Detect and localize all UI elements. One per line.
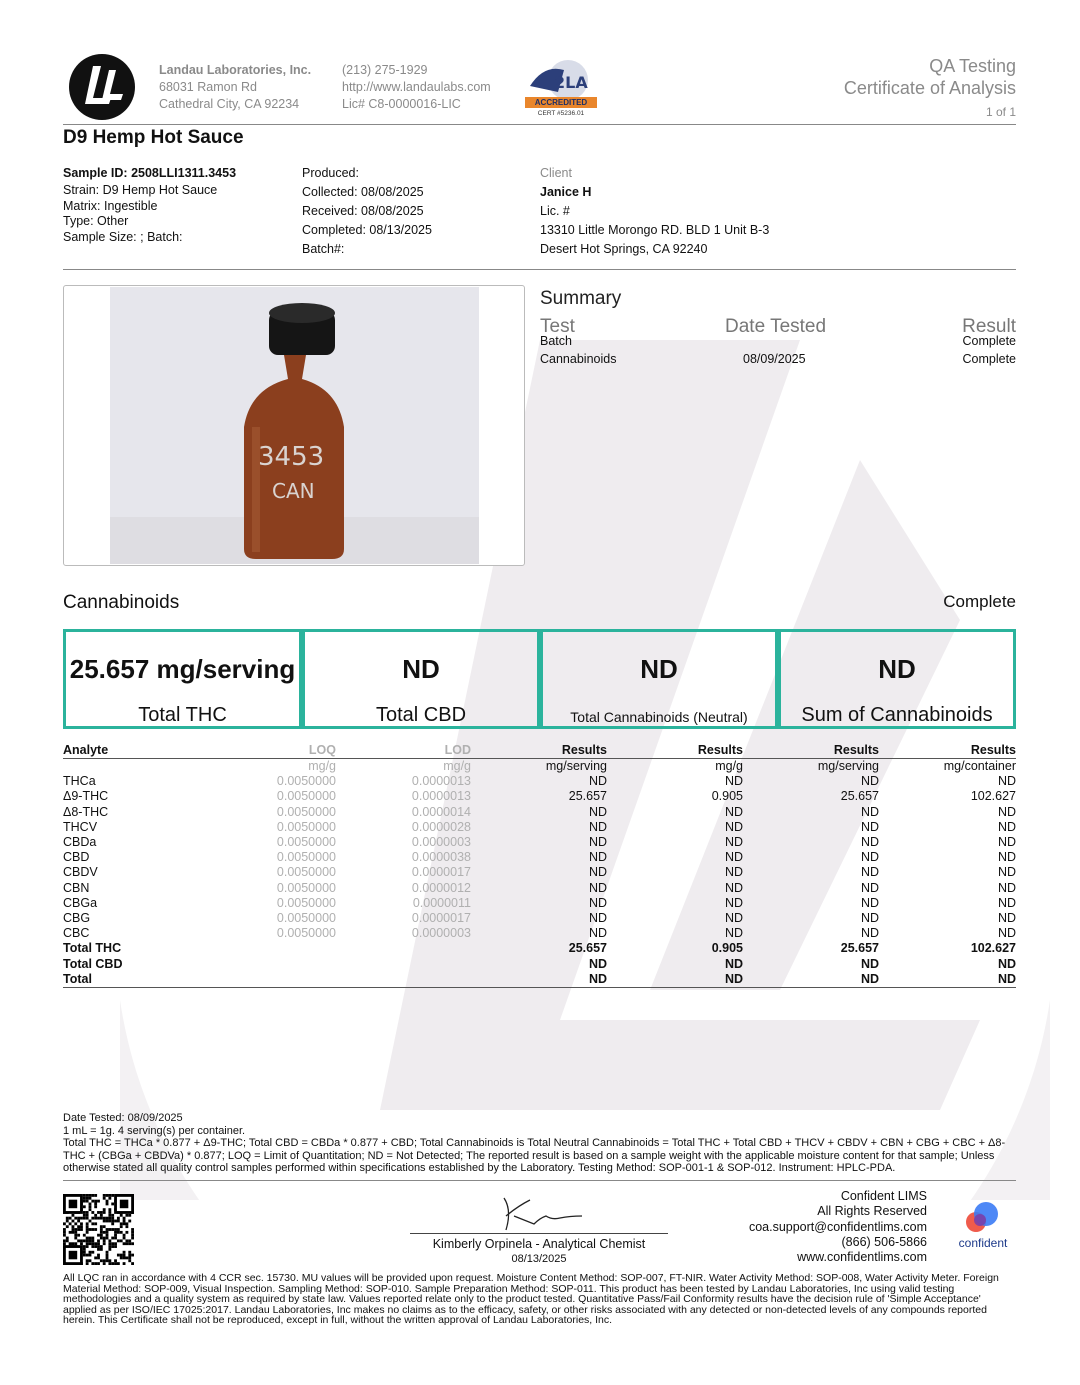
analyte-cell: Total [63,972,173,988]
table-row [63,926,1016,941]
col-results-2: Results [607,742,743,759]
analyte-cell [63,759,173,775]
value-cell: 0.0000038 [411,850,471,865]
value-cell: ND [997,774,1016,789]
lab-license: Lic# C8-0000016-LIC [342,97,461,111]
value-cell: 0.0000013 [411,774,471,789]
summary-row-batch-test: Batch [540,334,572,348]
signer-name: Kimberly Orpinela - Analytical Chemist [432,1237,646,1251]
page-number: 1 of 1 [985,105,1016,119]
value-cell: 25.657 [568,941,607,956]
value-cell: ND [724,819,743,834]
note-serving: 1 mL = 1g. 4 serving(s) per container. [63,1124,246,1137]
confident-logo-text: confident [958,1236,1008,1250]
value-cell: 0.0000017 [411,865,471,880]
sample-strain: Strain: D9 Hemp Hot Sauce [63,183,218,197]
value-cell: ND [860,804,879,819]
note-date-tested: Date Tested: 08/09/2025 [63,1112,183,1124]
table-row [63,896,1016,911]
product-title: D9 Hemp Hot Sauce [63,127,244,148]
value-cell: ND [724,926,743,941]
analyte-cell: CBG [63,910,91,925]
value-cell: ND [588,835,607,850]
value-cell: ND [724,880,743,895]
value-cell [336,956,471,971]
value-cell: 0.0000003 [411,835,471,850]
col-analyte: Analyte [63,742,173,759]
value-cell: ND [997,880,1016,895]
value-cell: ND [588,926,607,941]
total-row [63,972,1016,988]
value-cell: ND [860,926,879,941]
value-cell: 0.0050000 [276,865,336,880]
value-cell: ND [860,956,879,971]
bottle-label-can: CAN [272,479,315,503]
value-cell: ND [860,819,879,834]
col-results-4: Results [879,742,1016,759]
received-date: Received: 08/08/2025 [302,204,424,218]
analyte-cell: CBDa [63,835,97,850]
value-cell: mg/g [715,759,743,774]
value-cell: ND [724,910,743,925]
analyte-cell: CBN [63,880,90,895]
value-cell: 0.0000011 [412,895,471,910]
value-cell: ND [860,895,879,910]
client-address-2: Desert Hot Springs, CA 92240 [540,242,708,256]
value-cell: ND [588,880,607,895]
value-cell: mg/g [443,759,471,774]
cannabinoids-table [63,742,1016,988]
summary-row-cannabinoids-result: Complete [962,352,1016,366]
table-row [63,881,1016,896]
card-total-thc [63,629,302,729]
batch-number: Batch#: [302,242,345,256]
value-cell: ND [588,774,607,789]
value-cell: ND [860,774,879,789]
value-cell: 0.0050000 [276,774,336,789]
value-cell: 102.627 [970,789,1016,804]
card-total-cannabinoids-value: ND [640,654,678,684]
a2la-accredited-logo [524,58,598,120]
card-sum-cannabinoids-value: ND [878,654,916,684]
value-cell [336,972,471,988]
confident-website[interactable]: www.confidentlims.com [797,1250,927,1265]
value-cell: ND [724,804,743,819]
sample-photo [110,287,479,564]
analyte-cell: Total CBD [63,956,123,971]
total-row [63,956,1016,971]
lab-address-1: 68031 Ramon Rd [159,80,257,94]
col-lod: LOD [336,742,471,759]
value-cell: ND [860,835,879,850]
value-cell: ND [997,835,1016,850]
value-cell: ND [860,910,879,925]
qr-code[interactable] [63,1194,134,1265]
value-cell [173,956,336,971]
value-cell: ND [743,972,879,988]
table-row [63,820,1016,835]
lab-address-2: Cathedral City, CA 92234 [159,97,300,111]
table-row [63,789,1016,804]
cannabinoids-status: Complete [943,592,1016,611]
value-cell: mg/serving [817,759,879,774]
value-cell: ND [997,819,1016,834]
sample-matrix: Matrix: Ingestible [63,198,158,213]
analyte-cell: Total THC [63,941,122,956]
client-label: Client [540,166,572,180]
value-cell: ND [607,972,743,988]
summary-title: Summary [540,288,622,309]
bottle-label-number: 3453 [258,442,325,472]
value-cell: ND [588,956,607,971]
sample-type: Type: Other [63,214,129,228]
client-address-1: 13310 Little Morongo RD. BLD 1 Unit B-3 [540,223,770,237]
col-results-1: Results [471,742,607,759]
value-cell [173,972,336,988]
sample-id: Sample ID: 2508LLI1311.3453 [63,166,237,180]
col-results-3: Results [743,742,879,759]
doc-title-line2: Certificate of Analysis [843,78,1016,98]
summary-row-batch-result: Complete [962,334,1016,348]
client-name: Janice H [540,185,592,199]
value-cell: ND [997,850,1016,865]
lab-name: Landau Laboratories, Inc. [159,63,312,77]
table-row [63,911,1016,926]
summary-col-date: Date Tested [725,316,827,337]
value-cell: 0.0050000 [276,880,336,895]
lab-website[interactable]: http://www.landaulabs.com [342,80,491,94]
value-cell: ND [724,774,743,789]
confident-email[interactable]: coa.support@confidentlims.com [748,1219,927,1234]
confident-rights: All Rights Reserved [817,1204,927,1219]
analyte-cell: Δ8-THC [63,804,109,819]
confident-phone: (866) 506-5866 [841,1234,927,1249]
value-cell: ND [997,895,1016,910]
card-sum-cannabinoids-label: Sum of Cannabinoids [801,704,993,726]
sample-size: Sample Size: ; Batch: [63,229,183,244]
value-cell: ND [724,850,743,865]
analyte-cell: CBDV [63,865,98,880]
value-cell: ND [588,910,607,925]
value-cell: 0.0050000 [276,835,336,850]
card-total-thc-value: 25.657 mg/serving [69,654,296,684]
analyte-cell: THCV [63,819,98,834]
value-cell: ND [860,880,879,895]
client-license: Lic. # [540,204,570,218]
total-row [63,941,1016,956]
value-cell: 0.0000014 [411,804,471,819]
signature-date: 08/13/2025 [511,1253,567,1265]
value-cell: ND [997,926,1016,941]
accredited-label: ACCREDITED [534,98,588,107]
value-cell [173,941,336,956]
value-cell: mg/serving [545,759,607,774]
confident-logo [950,1200,1016,1256]
value-cell: ND [860,850,879,865]
card-total-cannabinoids [540,629,778,729]
summary-col-result: Result [962,316,1016,337]
units-row [63,759,1016,775]
value-cell: ND [471,972,607,988]
summary-row-cannabinoids-test: Cannabinoids [540,352,617,366]
lab-logo [69,54,135,120]
col-loq: LOQ [173,742,336,759]
value-cell: mg/g [308,759,336,774]
card-total-cannabinoids-label: Total Cannabinoids (Neutral) [570,709,748,725]
table-row [63,850,1016,865]
value-cell [336,941,471,956]
table-row [63,865,1016,880]
value-cell: 0.0050000 [276,789,336,804]
value-cell: ND [724,895,743,910]
value-cell: ND [588,819,607,834]
value-cell: 0.905 [711,941,743,956]
lab-phone: (213) 275-1929 [342,63,428,77]
completed-date: Completed: 08/13/2025 [302,223,432,237]
value-cell: ND [997,956,1016,971]
value-cell: 0.905 [711,789,743,804]
confident-name: Confident LIMS [840,1189,927,1203]
card-total-cbd [302,629,540,729]
value-cell: 0.0000012 [411,880,471,895]
value-cell: 0.0000017 [411,910,471,925]
value-cell: 25.657 [568,789,607,804]
cannabinoids-title: Cannabinoids [63,592,180,613]
table-row [63,835,1016,850]
analyte-cell: CBGa [63,895,98,910]
summary-col-test: Test [540,316,575,337]
table-row [63,805,1016,820]
cert-number: CERT #5236.01 [537,110,585,117]
value-cell: mg/container [943,759,1016,774]
svg-text:2LA: 2LA [554,73,588,92]
analyte-cell: CBD [63,850,90,865]
card-total-cbd-label: Total CBD [375,704,467,726]
card-total-cbd-value: ND [402,654,440,684]
value-cell: ND [724,865,743,880]
value-cell: 0.0050000 [276,926,336,941]
value-cell: ND [588,804,607,819]
sample-photo-frame [63,285,525,566]
value-cell: 25.657 [840,941,879,956]
note-definitions: Total THC = THCa * 0.877 + Δ9-THC; Total CBD = CBDa * 0.877 + CBD; Total Cannabinoids is Total Neutral Cannabinoids = Total THC + Total CBD + THCV + CBDV + CBN + CBG + CBC + Δ8-THC + (CBGa + CBDVa) * 0.877; LOQ = Limit of Quantitation; ND = Not Detected; The reported result is based on a sample weight with the applicable moisture content for that sample; Unless otherwise stated all quality control samples performed within specifications established by the Laboratory. Testing Method: SOP-001-1 & SOP-012. Instrument: HPLC-PDA. [63,1137,1006,1174]
value-cell: ND [724,835,743,850]
value-cell: 0.0050000 [276,850,336,865]
produced-date: Produced: [302,166,359,180]
card-sum-cannabinoids [778,629,1016,729]
value-cell: 25.657 [840,789,879,804]
value-cell: ND [997,910,1016,925]
value-cell: ND [997,865,1016,880]
value-cell: 0.0050000 [276,804,336,819]
collected-date: Collected: 08/08/2025 [302,185,424,199]
value-cell: ND [997,804,1016,819]
summary-row-cannabinoids-date: 08/09/2025 [743,352,806,366]
value-cell: ND [588,850,607,865]
value-cell: 0.0000028 [411,819,471,834]
table-header-row [63,742,1016,759]
doc-title-line1: QA Testing [929,56,1016,76]
disclaimer: All LQC ran in accordance with 4 CCR sec. 15730. MU values will be provided upon request. Moisture Content Method: SOP-007, FT-NIR. Water Activity Method: SOP-008, Water Activity Meter. Foreign Material Method: SOP-009, Visual Inspection. Sampling Method: SOP-010. Sample Preparation Method: SOP-011. This product has been tested by Landau Laboratories, Inc using valid testing methodologies and a quality system as required by state law. Values reported relate only to the product tested. Quantitative Pass/Fail Conformity results have the decision rule of 'Simple Acceptance' applied as per ISO/IEC 17025:2017. Landau Laboratories, Inc makes no claims as to the efficacy, safety, or other risks associated with any detected or non-detected levels of any compounds reported herein. This Certificate shall not be reproduced, except in full, without the written approval of Landau Laboratories, Inc. [63,1272,999,1326]
value-cell: ND [724,956,743,971]
value-cell: 0.0000003 [411,926,471,941]
analyte-cell: Δ9-THC [63,789,109,804]
value-cell: ND [588,865,607,880]
analyte-cell: CBC [63,926,90,941]
table-row [63,774,1016,789]
value-cell: 0.0050000 [276,819,336,834]
value-cell: 0.0050000 [276,910,336,925]
value-cell: 102.627 [970,941,1016,956]
value-cell: 0.0050000 [276,895,336,910]
value-cell: 0.0000013 [411,789,471,804]
value-cell: ND [860,865,879,880]
card-total-thc-label: Total THC [138,704,227,726]
value-cell: ND [879,972,1016,988]
signature-image [490,1190,600,1234]
analyte-cell: THCa [63,774,96,789]
value-cell: ND [588,895,607,910]
